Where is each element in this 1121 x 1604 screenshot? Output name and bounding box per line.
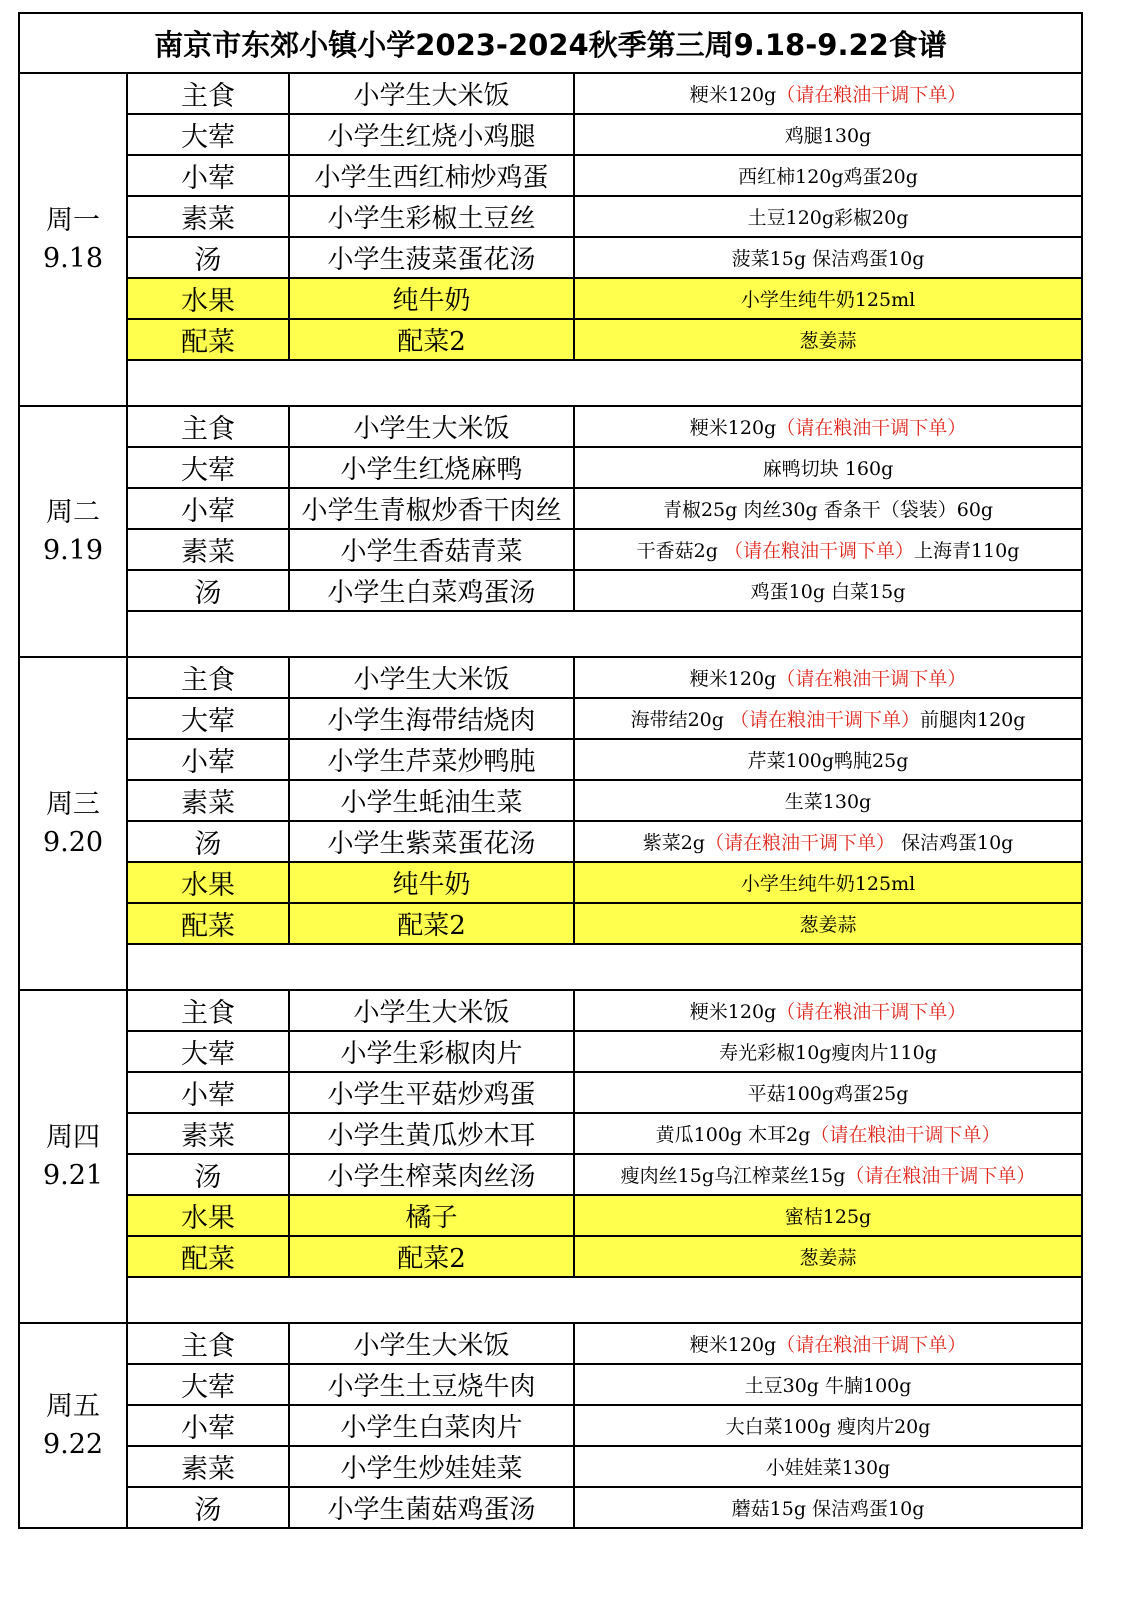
menu-row xyxy=(19,406,1082,447)
menu-row xyxy=(19,1487,1082,1528)
ingredient-text: 葱姜蒜 xyxy=(799,330,857,352)
menu-body xyxy=(19,13,1082,1528)
ingredients-cell xyxy=(574,1364,1082,1405)
order-note: （请在粮油干调下单） xyxy=(704,832,895,854)
menu-row xyxy=(19,570,1082,611)
ingredients-cell xyxy=(574,570,1082,611)
menu-row xyxy=(19,1323,1082,1364)
menu-row xyxy=(19,657,1082,698)
menu-row xyxy=(19,488,1082,529)
ingredient-text: 鸡腿130g xyxy=(784,125,872,147)
day-name: 周一 xyxy=(46,204,100,236)
menu-row xyxy=(19,1364,1082,1405)
meal-category: 配菜 xyxy=(127,1236,289,1277)
menu-row xyxy=(19,196,1082,237)
menu-row xyxy=(19,319,1082,360)
ingredient-text: 菠菜15g 保洁鸡蛋10g xyxy=(731,248,925,270)
menu-row xyxy=(19,1113,1082,1154)
day-date: 9.19 xyxy=(42,534,104,566)
ingredients-cell xyxy=(574,862,1082,903)
order-note: （请在粮油干调下单） xyxy=(776,1334,967,1356)
ingredient-text: 海带结20g xyxy=(630,709,730,731)
ingredient-text: 蜜桔125g xyxy=(784,1206,872,1228)
ingredients-cell xyxy=(574,1487,1082,1528)
dish-name: 小学生大米饭 xyxy=(289,73,574,114)
ingredients-cell xyxy=(574,319,1082,360)
menu-row xyxy=(19,1405,1082,1446)
ingredients-cell xyxy=(574,529,1082,570)
dish-name: 小学生芹菜炒鸭肫 xyxy=(289,739,574,780)
ingredients-cell xyxy=(574,698,1082,739)
meal-category: 素菜 xyxy=(127,1446,289,1487)
ingredients-cell xyxy=(574,1323,1082,1364)
spacer-row xyxy=(19,944,1082,990)
dish-name: 小学生菠菜蛋花汤 xyxy=(289,237,574,278)
meal-category: 水果 xyxy=(127,1195,289,1236)
meal-category: 素菜 xyxy=(127,1113,289,1154)
dish-name: 小学生大米饭 xyxy=(289,657,574,698)
day-cell xyxy=(19,990,127,1323)
ingredient-text: 紫菜2g xyxy=(642,832,705,854)
ingredients-cell xyxy=(574,1195,1082,1236)
day-date: 9.22 xyxy=(42,1428,104,1460)
meal-category: 主食 xyxy=(127,1323,289,1364)
dish-name: 小学生菌菇鸡蛋汤 xyxy=(289,1487,574,1528)
ingredients-cell xyxy=(574,155,1082,196)
spacer-row xyxy=(19,611,1082,657)
empty-cell xyxy=(127,944,1082,990)
ingredient-text: 土豆120g彩椒20g xyxy=(747,207,909,229)
menu-row xyxy=(19,1031,1082,1072)
day-cell xyxy=(19,73,127,406)
dish-name: 小学生彩椒肉片 xyxy=(289,1031,574,1072)
meal-category: 小荤 xyxy=(127,1405,289,1446)
meal-category: 小荤 xyxy=(127,1072,289,1113)
meal-category: 主食 xyxy=(127,990,289,1031)
ingredient-text: 芹菜100g鸭肫25g xyxy=(747,750,909,772)
dish-name: 配菜2 xyxy=(289,1236,574,1277)
ingredient-text: 青椒25g 肉丝30g 香条干（袋装）60g xyxy=(662,499,994,521)
menu-row xyxy=(19,447,1082,488)
meal-category: 主食 xyxy=(127,657,289,698)
dish-name: 小学生紫菜蛋花汤 xyxy=(289,821,574,862)
ingredient-text: 麻鸭切块 160g xyxy=(762,458,894,480)
meal-category: 大荤 xyxy=(127,1031,289,1072)
ingredient-text: 小娃娃菜130g xyxy=(765,1457,891,1479)
meal-category: 大荤 xyxy=(127,447,289,488)
ingredient-text: 葱姜蒜 xyxy=(799,1247,857,1269)
ingredient-text: 鸡蛋10g 白菜15g xyxy=(750,581,906,603)
dish-name: 小学生平菇炒鸡蛋 xyxy=(289,1072,574,1113)
meal-category: 汤 xyxy=(127,570,289,611)
dish-name: 小学生大米饭 xyxy=(289,990,574,1031)
dish-name: 小学生西红柿炒鸡蛋 xyxy=(289,155,574,196)
order-note: （请在粮油干调下单） xyxy=(776,668,967,690)
menu-row xyxy=(19,990,1082,1031)
menu-row xyxy=(19,862,1082,903)
ingredient-text: 蘑菇15g 保洁鸡蛋10g xyxy=(731,1498,925,1520)
ingredient-text: 西红柿120g鸡蛋20g xyxy=(738,166,918,188)
order-note: （请在粮油干调下单） xyxy=(776,84,967,106)
menu-table xyxy=(18,12,1083,1529)
ingredient-text: 生菜130g xyxy=(784,791,872,813)
order-note: （请在粮油干调下单） xyxy=(729,709,920,731)
dish-name: 纯牛奶 xyxy=(289,278,574,319)
menu-row xyxy=(19,278,1082,319)
ingredients-cell xyxy=(574,447,1082,488)
dish-name: 纯牛奶 xyxy=(289,862,574,903)
menu-row xyxy=(19,73,1082,114)
ingredients-cell xyxy=(574,903,1082,944)
ingredient-text: 干香菇2g xyxy=(636,540,724,562)
menu-row xyxy=(19,739,1082,780)
meal-category: 主食 xyxy=(127,73,289,114)
dish-name: 小学生大米饭 xyxy=(289,406,574,447)
empty-cell xyxy=(127,360,1082,406)
ingredients-cell xyxy=(574,278,1082,319)
dish-name: 小学生炒娃娃菜 xyxy=(289,1446,574,1487)
dish-name: 小学生彩椒土豆丝 xyxy=(289,196,574,237)
order-note: （请在粮油干调下单） xyxy=(845,1165,1036,1187)
ingredients-cell xyxy=(574,739,1082,780)
dish-name: 配菜2 xyxy=(289,319,574,360)
dish-name: 小学生香菇青菜 xyxy=(289,529,574,570)
menu-row xyxy=(19,698,1082,739)
ingredients-cell xyxy=(574,406,1082,447)
dish-name: 小学生黄瓜炒木耳 xyxy=(289,1113,574,1154)
meal-category: 水果 xyxy=(127,278,289,319)
meal-category: 小荤 xyxy=(127,739,289,780)
meal-category: 配菜 xyxy=(127,903,289,944)
ingredients-cell xyxy=(574,1405,1082,1446)
day-cell xyxy=(19,406,127,657)
ingredients-cell xyxy=(574,1446,1082,1487)
page-title: 南京市东郊小镇小学2023-2024秋季第三周9.18-9.22食谱 xyxy=(19,13,1082,73)
dish-name: 小学生土豆烧牛肉 xyxy=(289,1364,574,1405)
meal-category: 小荤 xyxy=(127,155,289,196)
menu-row xyxy=(19,114,1082,155)
dish-name: 小学生红烧小鸡腿 xyxy=(289,114,574,155)
day-cell xyxy=(19,657,127,990)
ingredient-text: 小学生纯牛奶125ml xyxy=(740,289,916,311)
meal-category: 大荤 xyxy=(127,1364,289,1405)
ingredients-cell xyxy=(574,821,1082,862)
day-cell xyxy=(19,1323,127,1528)
dish-name: 小学生青椒炒香干肉丝 xyxy=(289,488,574,529)
day-name: 周二 xyxy=(46,496,100,528)
order-note: （请在粮油干调下单） xyxy=(810,1124,1001,1146)
ingredients-cell xyxy=(574,657,1082,698)
menu-row xyxy=(19,1154,1082,1195)
meal-category: 配菜 xyxy=(127,319,289,360)
day-name: 周三 xyxy=(46,788,100,820)
menu-row xyxy=(19,237,1082,278)
meal-category: 大荤 xyxy=(127,698,289,739)
menu-row xyxy=(19,1195,1082,1236)
meal-category: 水果 xyxy=(127,862,289,903)
title-row xyxy=(19,13,1082,73)
meal-category: 汤 xyxy=(127,1487,289,1528)
meal-category: 素菜 xyxy=(127,196,289,237)
menu-row xyxy=(19,155,1082,196)
day-name: 周四 xyxy=(46,1121,100,1153)
ingredients-cell xyxy=(574,990,1082,1031)
menu-row xyxy=(19,529,1082,570)
ingredients-cell xyxy=(574,1031,1082,1072)
empty-cell xyxy=(127,1277,1082,1323)
meal-category: 汤 xyxy=(127,821,289,862)
meal-category: 汤 xyxy=(127,1154,289,1195)
dish-name: 橘子 xyxy=(289,1195,574,1236)
ingredient-text: 小学生纯牛奶125ml xyxy=(740,873,916,895)
ingredient-text: 粳米120g xyxy=(689,84,777,106)
menu-row xyxy=(19,903,1082,944)
ingredient-text: 保洁鸡蛋10g xyxy=(894,832,1014,854)
menu-row xyxy=(19,1446,1082,1487)
spacer-row xyxy=(19,1277,1082,1323)
dish-name: 小学生白菜肉片 xyxy=(289,1405,574,1446)
ingredient-text: 粳米120g xyxy=(689,417,777,439)
ingredient-text: 寿光彩椒10g瘦肉片110g xyxy=(719,1042,937,1064)
empty-cell xyxy=(127,611,1082,657)
menu-row xyxy=(19,780,1082,821)
ingredient-text: 土豆30g 牛腩100g xyxy=(744,1375,912,1397)
order-note: （请在粮油干调下单） xyxy=(776,417,967,439)
ingredient-text: 平菇100g鸡蛋25g xyxy=(747,1083,909,1105)
ingredients-cell xyxy=(574,1072,1082,1113)
dish-name: 小学生大米饭 xyxy=(289,1323,574,1364)
ingredients-cell xyxy=(574,114,1082,155)
ingredient-text: 大白菜100g 瘦肉片20g xyxy=(725,1416,931,1438)
dish-name: 小学生蚝油生菜 xyxy=(289,780,574,821)
ingredients-cell xyxy=(574,237,1082,278)
ingredient-text: 葱姜蒜 xyxy=(799,914,857,936)
meal-category: 素菜 xyxy=(127,780,289,821)
ingredients-cell xyxy=(574,780,1082,821)
ingredients-cell xyxy=(574,1113,1082,1154)
day-date: 9.20 xyxy=(42,826,104,858)
ingredients-cell xyxy=(574,1236,1082,1277)
ingredient-text: 粳米120g xyxy=(689,1001,777,1023)
menu-row xyxy=(19,821,1082,862)
menu-row xyxy=(19,1072,1082,1113)
day-name: 周五 xyxy=(46,1390,100,1422)
meal-category: 汤 xyxy=(127,237,289,278)
dish-name: 小学生海带结烧肉 xyxy=(289,698,574,739)
ingredient-text: 瘦肉丝15g乌江榨菜丝15g xyxy=(620,1165,846,1187)
meal-category: 小荤 xyxy=(127,488,289,529)
menu-row xyxy=(19,1236,1082,1277)
day-date: 9.18 xyxy=(42,242,104,274)
spacer-row xyxy=(19,360,1082,406)
ingredient-text: 上海青110g xyxy=(913,540,1020,562)
ingredient-text: 粳米120g xyxy=(689,1334,777,1356)
ingredient-text: 前腿肉120g xyxy=(920,709,1026,731)
meal-category: 大荤 xyxy=(127,114,289,155)
ingredients-cell xyxy=(574,1154,1082,1195)
ingredients-cell xyxy=(574,488,1082,529)
order-note: （请在粮油干调下单） xyxy=(776,1001,967,1023)
dish-name: 小学生榨菜肉丝汤 xyxy=(289,1154,574,1195)
meal-category: 主食 xyxy=(127,406,289,447)
ingredient-text: 粳米120g xyxy=(689,668,777,690)
ingredient-text: 黄瓜100g 木耳2g xyxy=(655,1124,811,1146)
meal-category: 素菜 xyxy=(127,529,289,570)
ingredients-cell xyxy=(574,196,1082,237)
order-note: （请在粮油干调下单） xyxy=(723,540,914,562)
dish-name: 配菜2 xyxy=(289,903,574,944)
dish-name: 小学生白菜鸡蛋汤 xyxy=(289,570,574,611)
day-date: 9.21 xyxy=(42,1159,104,1191)
ingredients-cell xyxy=(574,73,1082,114)
dish-name: 小学生红烧麻鸭 xyxy=(289,447,574,488)
